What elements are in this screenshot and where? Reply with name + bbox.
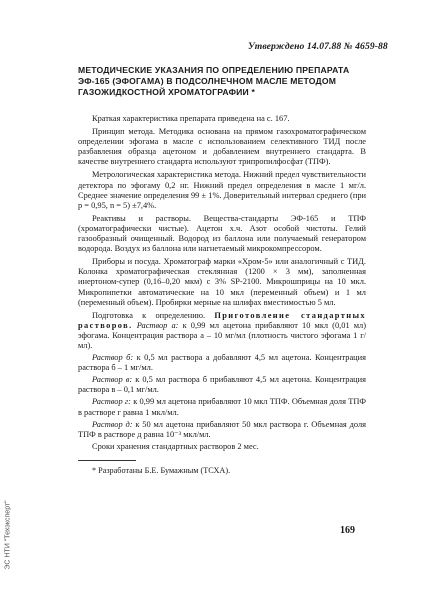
paragraph-equipment: Приборы и посуда. Хроматограф марки «Хром-5» или аналогичный с ТИД. Колонка хроматографическая стеклянная (1200 × 3 мм), заполненная инертоном-супер (0,16–0,20 мкм) с 3% SP-2100. Микрошприцы на 10 мкл. Микропипетки автоматические на 10 мкл (переменный объем) и 1 мл (переменный объем). Пробирки мерные на шлифах вместимостью 5 мл.: [78, 257, 366, 307]
document-body: [78, 114, 366, 455]
document-title: МЕТОДИЧЕСКИЕ УКАЗАНИЯ ПО ОПРЕДЕЛЕНИЮ ПРЕПАРАТА ЭФ-165 (ЭФОГАМА) В ПОДСОЛНЕЧНОМ МАСЛЕ МЕТОДОМ ГАЗОЖИДКОСТНОЙ ХРОМАТОГРАФИИ *: [78, 65, 350, 97]
paragraph-solution-v: [78, 375, 366, 395]
solution-g-text: к 0,99 мл ацетона прибавляют 10 мкл ТПФ. Объемная доля ТПФ в растворе г равна 1 мкл/мл.: [78, 397, 366, 417]
solution-a-text: к 0,99 мл ацетона прибавляют 10 мкл (0,01 мл) эфогама. Концентрация раствора а – 10 мг/мл (плотность чистого эфогама 1 г/мл).: [78, 320, 367, 350]
paragraph-preparation: [78, 311, 366, 351]
paragraph-intro: Краткая характеристика препарата приведена на с. 167.: [92, 114, 290, 123]
footnote-divider: [78, 460, 136, 461]
page-number: 169: [340, 525, 355, 536]
footnote: * Разработаны Б.Е. Бумажным (ТСХА).: [92, 466, 231, 475]
solution-b-label: Раствор б:: [92, 353, 134, 363]
solution-b-text: к 0,5 мл раствора а добавляют 4,5 мл ацетона. Концентрация раствора б – 1 мг/мл.: [78, 353, 366, 373]
solution-a-label: Раствор а:: [136, 320, 179, 330]
preparation-lead: Подготовка к определению.: [92, 310, 206, 320]
paragraph-metrology: Метрологическая характеристика метода. Нижний предел чувствительности детектора по эфогаму 0,2 нг. Нижний предел определения в масле 1 мг/л. Среднее значение определения 99 ± 1%. Доверительный интервал среднего (при р = 0,95, n = 5) ±7,4%.: [78, 170, 366, 210]
approval-line: Утверждено 14.07.88 № 4659-88: [248, 41, 388, 52]
side-stamp: [2, 475, 14, 595]
paragraph-reagents: Реактивы и растворы. Вещества-стандарты ЭФ-165 и ТПФ (хроматографически чистые). Ацетон х.ч. Азот особой чистоты. Гелий газообразный очищенный. Водород из баллона или получаемый генератором водорода. Воздух из баллона или нагнетаемый микрокомпрессором.: [78, 213, 366, 254]
solution-d-label: Раствор д:: [92, 419, 133, 429]
paragraph-storage: Сроки хранения стандартных растворов 2 мес.: [92, 441, 259, 451]
solution-g-label: Раствор г:: [92, 397, 131, 407]
paragraph-solution-d: [78, 420, 366, 440]
paragraph-principle: Принцип метода. Методика основана на прямом газохроматографическом определении эфогама в масле с использованием селективного ТИД после разбавления образца ацетоном и добавлением внутреннего стандарта. В качестве внутреннего стандарта используют трипропилфосфат (ТПФ).: [78, 127, 366, 167]
paragraph-solution-g: [78, 397, 366, 417]
paragraph-solution-b: [78, 353, 366, 373]
solution-v-text: к 0,5 мл раствора б прибавляют 4,5 мл ацетона. Концентрация раствора в – 0,1 мг/мл.: [78, 375, 366, 395]
solution-d-text: к 50 мл ацетона прибавляют 50 мкл раствора г. Объемная доля ТПФ в растворе д равна 10⁻³ мкл/мл.: [78, 419, 366, 439]
preparation-heading: Приготовление стандартных растворов.: [78, 310, 366, 330]
solution-v-label: Раствор в:: [92, 375, 133, 385]
side-stamp-text: ЭС НТИ "Техэксперт": [4, 500, 12, 570]
